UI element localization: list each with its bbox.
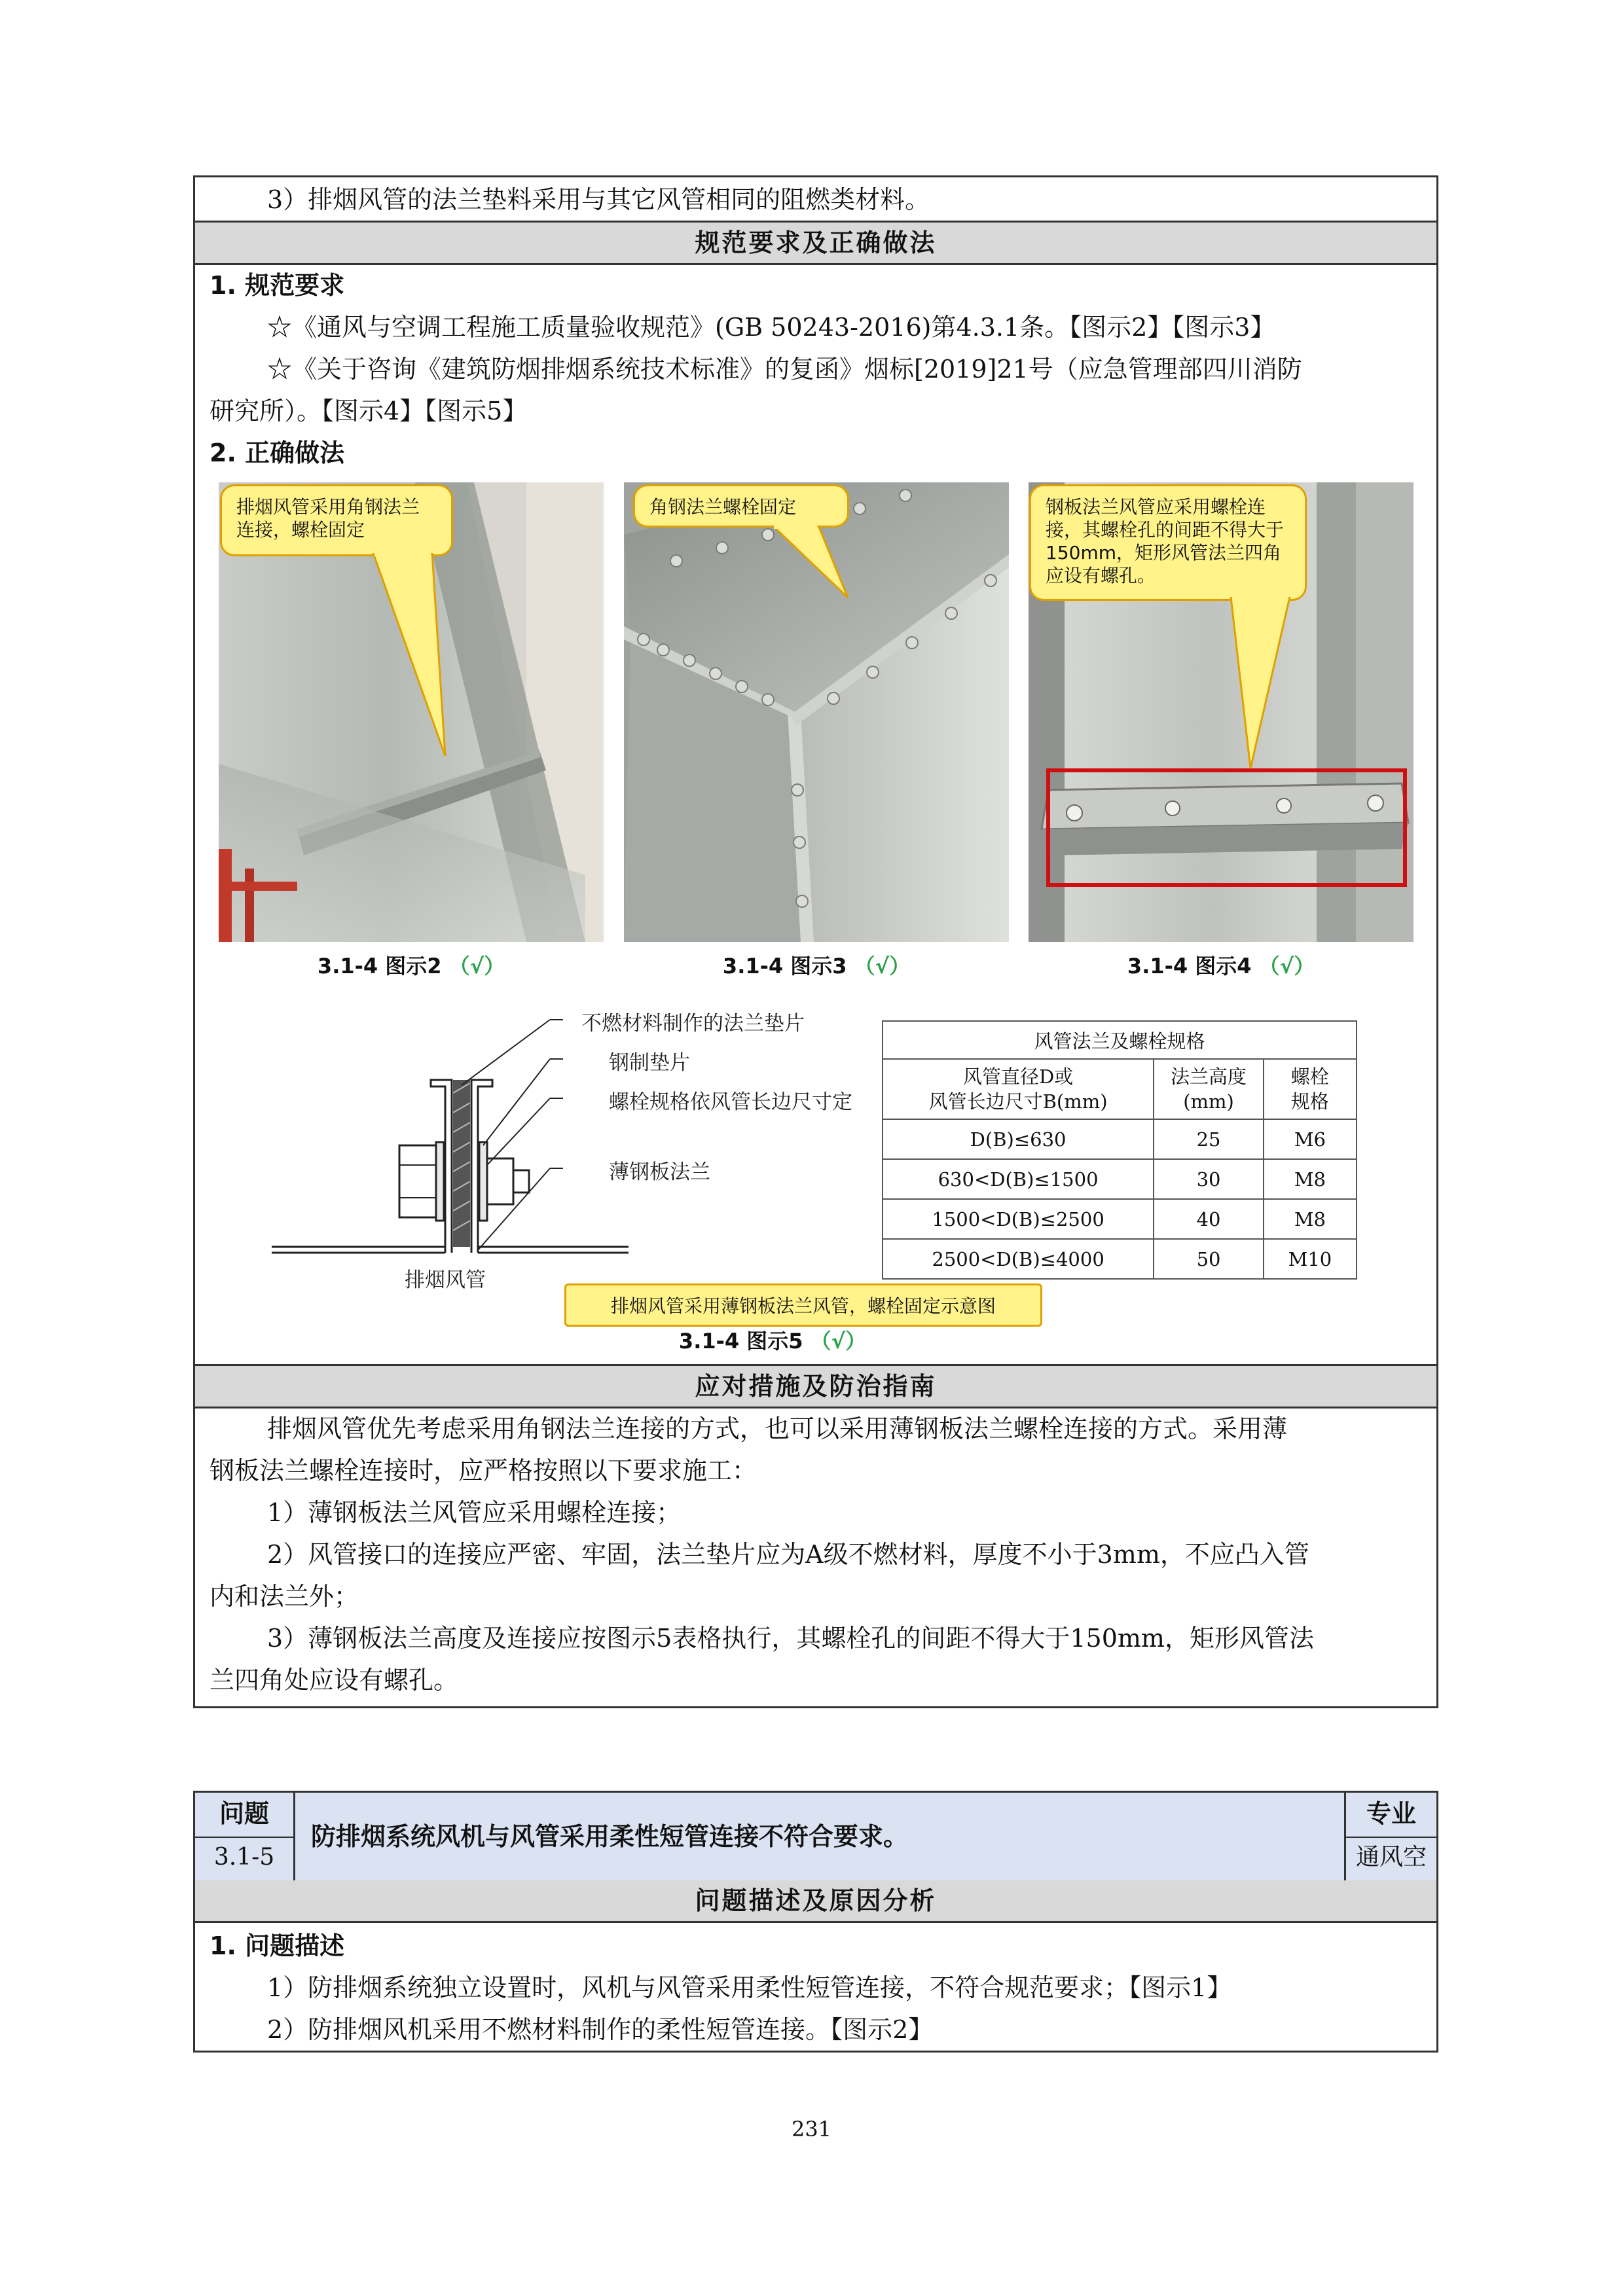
- table-row: [883, 1239, 1357, 1279]
- caption-photo-1: [219, 950, 604, 980]
- guide-p1a: 排烟风管优先考虑采用角钢法兰连接的方式，也可以采用薄钢板法兰螺栓连接的方式。采用薄: [267, 1414, 1288, 1443]
- table-header-size-l2: 风管长边尺寸B(mm): [928, 1090, 1108, 1113]
- table-cell: 40: [1154, 1199, 1264, 1239]
- table-header-size: [883, 1059, 1154, 1119]
- table-header-height-l2: (mm): [1183, 1090, 1234, 1113]
- table-row: [883, 1119, 1357, 1159]
- table-cell: 25: [1154, 1119, 1264, 1159]
- table-cell: 2500<D(B)≤4000: [883, 1239, 1154, 1279]
- discipline-value-cell: [1346, 1837, 1436, 1880]
- callout-pointer-2: [766, 526, 858, 604]
- issue-section: [193, 1791, 1438, 2053]
- guide-p4a: 3）薄钢板法兰高度及连接应按图示5表格执行，其螺栓孔的间距不得大于150mm，矩形风管法: [267, 1624, 1314, 1653]
- caption-diagram-label: 3.1-4 图示5: [678, 1329, 803, 1354]
- table-header-flange-height: [1154, 1059, 1264, 1119]
- table-header-bolt-spec: [1264, 1059, 1357, 1119]
- guide-header: 应对措施及防治指南: [195, 1364, 1436, 1408]
- caption-photo-3-label: 3.1-4 图示4: [1127, 954, 1252, 978]
- table-cell: M10: [1264, 1239, 1357, 1279]
- discipline-value: 通风空: [1355, 1844, 1427, 1871]
- desc-line-2: 2）防排烟风机采用不燃材料制作的柔性短管连接。【图示2】: [267, 2015, 934, 2044]
- check-mark-5: （√）: [810, 1329, 867, 1354]
- table-cell: M6: [1264, 1119, 1357, 1159]
- issue-number-cell: [195, 1837, 295, 1880]
- callout-pointer-3: [1224, 597, 1303, 774]
- label-smoke-duct: 排烟风管: [405, 1268, 486, 1292]
- callout-photo-2: 角钢法兰螺栓固定: [633, 484, 849, 528]
- method-heading: 2. 正确做法: [210, 439, 345, 467]
- discipline-label: 专业: [1366, 1799, 1416, 1828]
- caption-photo-3: [1029, 950, 1413, 980]
- guide-p1b: 钢板法兰螺栓连接时，应严格按照以下要求施工：: [210, 1456, 757, 1485]
- callout-photo-3: 钢板法兰风管应采用螺栓连接，其螺栓孔的间距不得大于150mm，矩形风管法兰四角应设有螺孔。: [1029, 484, 1307, 601]
- table-header-height-l1: 法兰高度: [1171, 1066, 1247, 1088]
- req-line-1: ☆《通风与空调工程施工质量验收规范》(GB 50243-2016)第4.3.1条。【图示2】【图示3】: [267, 313, 1275, 342]
- req-line-2b: 研究所）。【图示4】【图示5】: [210, 397, 528, 425]
- table-cell: D(B)≤630: [883, 1119, 1154, 1159]
- page-number: 231: [791, 2117, 832, 2142]
- caption-photo-2: [624, 950, 1009, 980]
- req-line-2a: ☆《关于咨询《建筑防烟排烟系统技术标准》的复函》烟标[2019]21号（应急管理部四川消防: [267, 355, 1302, 384]
- guide-p4b: 兰四角处应设有螺孔。: [210, 1666, 459, 1695]
- table-cell: 30: [1154, 1159, 1264, 1199]
- label-bolt-spec: 螺栓规格依风管长边尺寸定: [609, 1090, 852, 1114]
- table-cell: 630<D(B)≤1500: [883, 1159, 1154, 1199]
- table-header-bolt-l1: 螺栓: [1290, 1066, 1329, 1088]
- guide-p3b: 内和法兰外；: [210, 1582, 359, 1611]
- callout-photo-1: 排烟风管采用角钢法兰连接，螺栓固定: [220, 484, 453, 556]
- table-row: [883, 1199, 1357, 1239]
- flange-bolt-spec-table: [882, 1020, 1357, 1280]
- req-heading: 1. 规范要求: [210, 271, 345, 300]
- caption-photo-2-label: 3.1-4 图示3: [722, 954, 847, 978]
- table-cell: M8: [1264, 1199, 1357, 1239]
- intro-line: 3）排烟风管的法兰垫料采用与其它风管相同的阻燃类材料。: [267, 185, 930, 214]
- label-fireproof-gasket: 不燃材料制作的法兰垫片: [581, 1012, 805, 1035]
- guide-p2: 1）薄钢板法兰风管应采用螺栓连接；: [267, 1498, 682, 1527]
- check-mark-2: （√）: [854, 954, 911, 978]
- issue-number: 3.1-5: [213, 1844, 275, 1871]
- top-section: [193, 175, 1438, 1708]
- issue-label: 问题: [219, 1799, 269, 1828]
- issue-title: 防排烟系统风机与风管采用柔性短管连接不符合要求。: [311, 1822, 909, 1851]
- issue-label-cell: [195, 1793, 295, 1838]
- guide-p3a: 2）风管接口的连接应严密、牢固，法兰垫片应为A级不燃材料，厚度不小于3mm，不应凸入管: [267, 1540, 1309, 1569]
- spec-header: 规范要求及正确做法: [195, 221, 1436, 265]
- table-header-size-l1: 风管直径D或: [962, 1066, 1074, 1088]
- table-cell: 50: [1154, 1239, 1264, 1279]
- label-thin-steel-flange: 薄钢板法兰: [609, 1160, 710, 1184]
- flange-bolt-diagram: [262, 1001, 629, 1289]
- check-mark-1: （√）: [448, 954, 505, 978]
- callout-pointer-1: [367, 553, 458, 762]
- caption-photo-1-label: 3.1-4 图示2: [317, 954, 442, 978]
- table-cell: 1500<D(B)≤2500: [883, 1199, 1154, 1239]
- desc-heading: 1. 问题描述: [210, 1931, 345, 1960]
- check-mark-3: （√）: [1258, 954, 1315, 978]
- desc-header: 问题描述及原因分析: [195, 1880, 1436, 1923]
- caption-diagram: [589, 1325, 956, 1355]
- table-header-bolt-l2: 规格: [1290, 1090, 1329, 1113]
- issue-title-cell: [295, 1793, 1346, 1880]
- table-row: [883, 1159, 1357, 1199]
- desc-line-1: 1）防排烟系统独立设置时，风机与风管采用柔性短管连接，不符合规范要求；【图示1】: [267, 1973, 1232, 2002]
- callout-diagram: 排烟风管采用薄钢板法兰风管，螺栓固定示意图: [564, 1283, 1042, 1327]
- label-steel-washer: 钢制垫片: [609, 1051, 690, 1075]
- table-cell: M8: [1264, 1159, 1357, 1199]
- table-title: 风管法兰及螺栓规格: [883, 1021, 1357, 1059]
- discipline-label-cell: [1346, 1793, 1436, 1838]
